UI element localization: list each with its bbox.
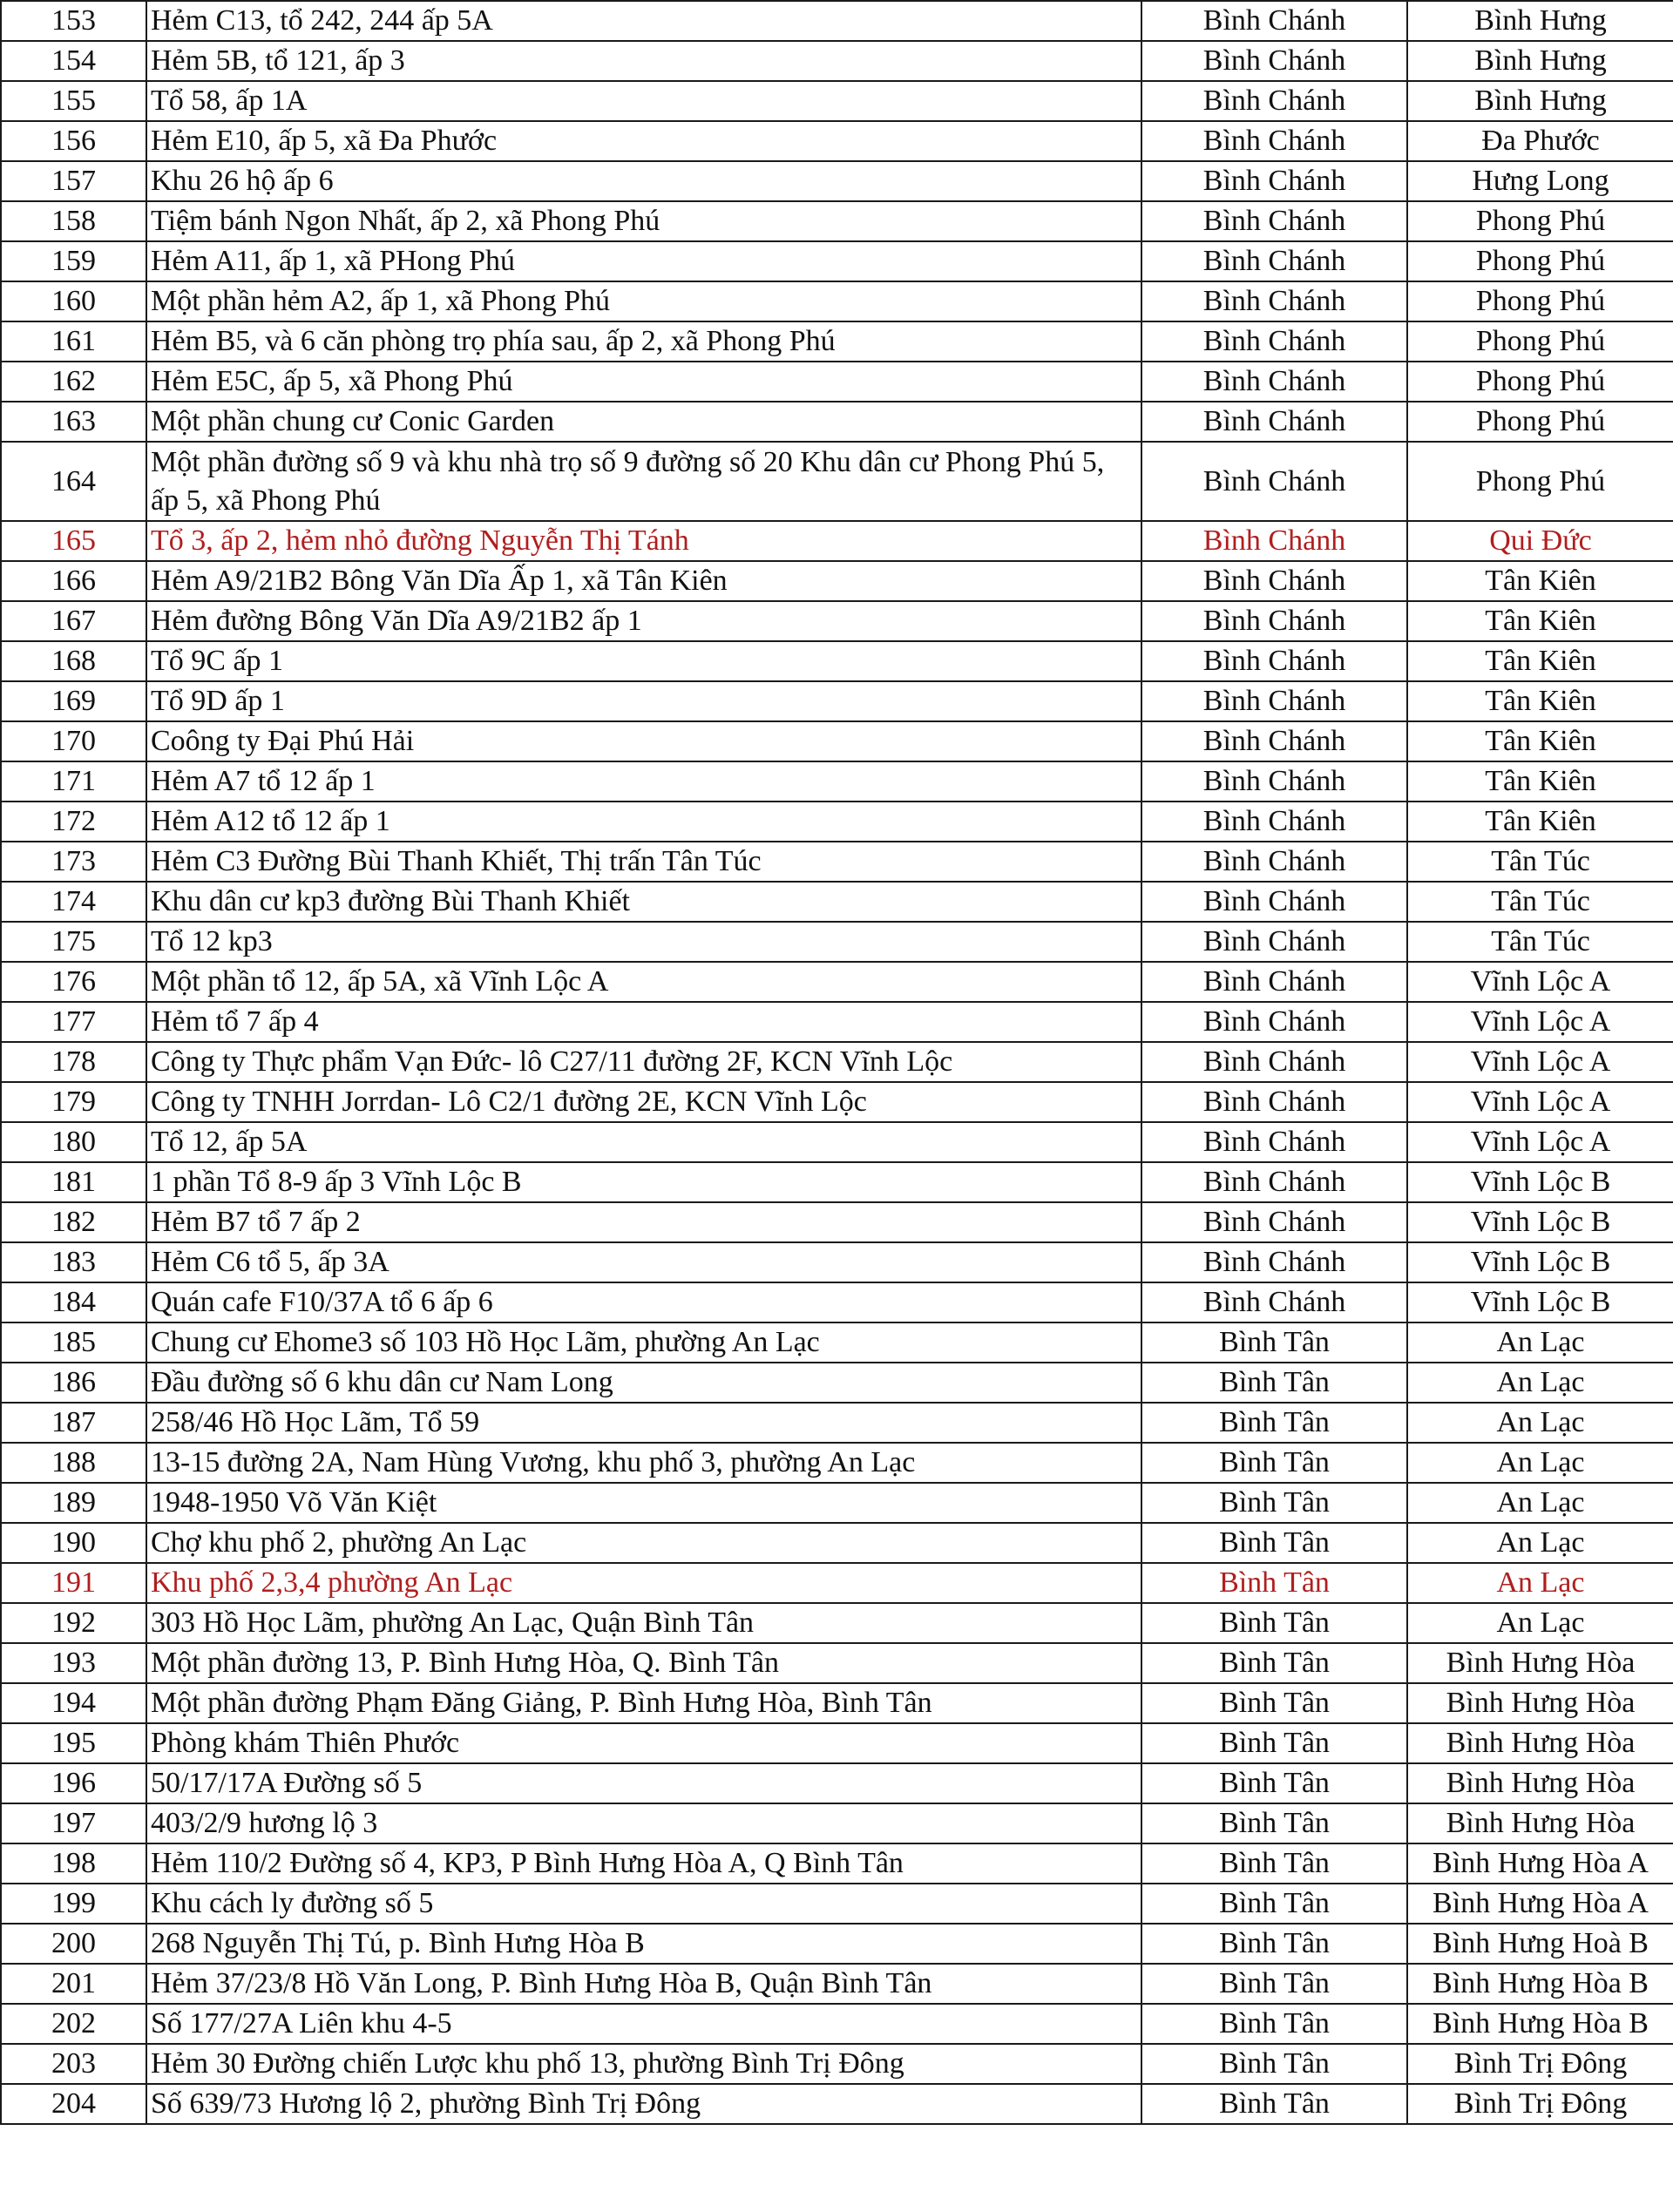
- row-number-cell: 175: [1, 922, 146, 962]
- district-cell: Bình Chánh: [1141, 402, 1407, 442]
- district-cell: Bình Chánh: [1141, 41, 1407, 81]
- ward-cell: Vĩnh Lộc B: [1407, 1202, 1673, 1242]
- row-number-cell: 164: [1, 442, 146, 521]
- row-number-cell: 165: [1, 521, 146, 561]
- address-cell: Hẻm 110/2 Đường số 4, KP3, P Bình Hưng Hòa A, Q Bình Tân: [146, 1843, 1141, 1884]
- table-row: [1, 1523, 1673, 1563]
- address-cell: Một phần tổ 12, ấp 5A, xã Vĩnh Lộc A: [146, 962, 1141, 1002]
- address-cell: Tổ 9C ấp 1: [146, 641, 1141, 681]
- row-number-cell: 158: [1, 201, 146, 241]
- row-number-cell: 195: [1, 1723, 146, 1763]
- row-number-cell: 161: [1, 321, 146, 362]
- district-cell: Bình Chánh: [1141, 1, 1407, 41]
- table-row: [1, 1763, 1673, 1803]
- ward-cell: Bình Hưng Hòa: [1407, 1643, 1673, 1683]
- row-number-cell: 183: [1, 1242, 146, 1282]
- row-number-cell: 185: [1, 1322, 146, 1363]
- district-cell: Bình Chánh: [1141, 561, 1407, 601]
- address-cell: Tổ 58, ấp 1A: [146, 81, 1141, 121]
- ward-cell: Bình Trị Đông: [1407, 2044, 1673, 2084]
- address-cell: Khu cách ly đường số 5: [146, 1884, 1141, 1924]
- address-cell: Hẻm đường Bông Văn Dĩa A9/21B2 ấp 1: [146, 601, 1141, 641]
- row-number-cell: 187: [1, 1403, 146, 1443]
- row-number-cell: 159: [1, 241, 146, 281]
- row-number-cell: 169: [1, 681, 146, 721]
- table-row: [1, 1563, 1673, 1603]
- address-cell: Một phần đường 13, P. Bình Hưng Hòa, Q. Bình Tân: [146, 1643, 1141, 1683]
- table-row: [1, 201, 1673, 241]
- address-cell: Hẻm C3 Đường Bùi Thanh Khiết, Thị trấn Tân Túc: [146, 842, 1141, 882]
- table-row: [1, 442, 1673, 521]
- address-cell: Coông ty Đại Phú Hải: [146, 721, 1141, 761]
- table-row: [1, 1964, 1673, 2004]
- district-cell: Bình Chánh: [1141, 721, 1407, 761]
- ward-cell: Tân Kiên: [1407, 601, 1673, 641]
- table-row: [1, 962, 1673, 1002]
- ward-cell: Tân Túc: [1407, 842, 1673, 882]
- address-cell: Một phần chung cư Conic Garden: [146, 402, 1141, 442]
- table-row: [1, 641, 1673, 681]
- ward-cell: An Lạc: [1407, 1403, 1673, 1443]
- row-number-cell: 200: [1, 1924, 146, 1964]
- table-row: [1, 1884, 1673, 1924]
- row-number-cell: 181: [1, 1162, 146, 1202]
- district-cell: Bình Chánh: [1141, 1162, 1407, 1202]
- ward-cell: Bình Hưng Hòa: [1407, 1723, 1673, 1763]
- table-row: [1, 1803, 1673, 1843]
- row-number-cell: 196: [1, 1763, 146, 1803]
- ward-cell: Vĩnh Lộc A: [1407, 1042, 1673, 1082]
- ward-cell: Phong Phú: [1407, 402, 1673, 442]
- table-row: [1, 761, 1673, 802]
- ward-cell: Vĩnh Lộc B: [1407, 1242, 1673, 1282]
- district-cell: Bình Tân: [1141, 1363, 1407, 1403]
- table-row: [1, 561, 1673, 601]
- district-cell: Bình Chánh: [1141, 1242, 1407, 1282]
- address-cell: Hẻm B7 tổ 7 ấp 2: [146, 1202, 1141, 1242]
- table-row: [1, 2004, 1673, 2044]
- table-row: [1, 1122, 1673, 1162]
- address-cell: Công ty Thực phẩm Vạn Đức- lô C27/11 đường 2F, KCN Vĩnh Lộc: [146, 1042, 1141, 1082]
- table-row: [1, 1643, 1673, 1683]
- row-number-cell: 153: [1, 1, 146, 41]
- row-number-cell: 166: [1, 561, 146, 601]
- ward-cell: Bình Hưng Hòa B: [1407, 2004, 1673, 2044]
- table-row: [1, 81, 1673, 121]
- ward-cell: Tân Túc: [1407, 882, 1673, 922]
- address-cell: Tiệm bánh Ngon Nhất, ấp 2, xã Phong Phú: [146, 201, 1141, 241]
- ward-cell: Tân Kiên: [1407, 561, 1673, 601]
- row-number-cell: 173: [1, 842, 146, 882]
- table-row: [1, 402, 1673, 442]
- ward-cell: An Lạc: [1407, 1603, 1673, 1643]
- district-cell: Bình Chánh: [1141, 922, 1407, 962]
- district-cell: Bình Chánh: [1141, 161, 1407, 201]
- ward-cell: Phong Phú: [1407, 201, 1673, 241]
- district-cell: Bình Chánh: [1141, 1002, 1407, 1042]
- table-row: [1, 41, 1673, 81]
- table-row: [1, 1403, 1673, 1443]
- table-row: [1, 1924, 1673, 1964]
- address-cell: 50/17/17A Đường số 5: [146, 1763, 1141, 1803]
- district-cell: Bình Tân: [1141, 1964, 1407, 2004]
- table-row: [1, 2084, 1673, 2124]
- address-cell: Hẻm 37/23/8 Hồ Văn Long, P. Bình Hưng Hòa B, Quận Bình Tân: [146, 1964, 1141, 2004]
- ward-cell: Bình Hưng Hòa A: [1407, 1843, 1673, 1884]
- table-row: [1, 161, 1673, 201]
- row-number-cell: 177: [1, 1002, 146, 1042]
- district-cell: Bình Tân: [1141, 1683, 1407, 1723]
- table-row: [1, 2044, 1673, 2084]
- district-cell: Bình Chánh: [1141, 1202, 1407, 1242]
- district-cell: Bình Tân: [1141, 1563, 1407, 1603]
- district-cell: Bình Chánh: [1141, 601, 1407, 641]
- ward-cell: Tân Kiên: [1407, 721, 1673, 761]
- address-cell: Công ty TNHH Jorrdan- Lô C2/1 đường 2E, KCN Vĩnh Lộc: [146, 1082, 1141, 1122]
- row-number-cell: 190: [1, 1523, 146, 1563]
- table-row: [1, 681, 1673, 721]
- table-row: [1, 1242, 1673, 1282]
- district-cell: Bình Chánh: [1141, 81, 1407, 121]
- row-number-cell: 157: [1, 161, 146, 201]
- ward-cell: Tân Túc: [1407, 922, 1673, 962]
- ward-cell: Bình Hưng Hòa: [1407, 1803, 1673, 1843]
- table-row: [1, 721, 1673, 761]
- ward-cell: An Lạc: [1407, 1483, 1673, 1523]
- district-cell: Bình Tân: [1141, 1322, 1407, 1363]
- district-cell: Bình Chánh: [1141, 362, 1407, 402]
- row-number-cell: 199: [1, 1884, 146, 1924]
- row-number-cell: 174: [1, 882, 146, 922]
- address-cell: Một phần đường Phạm Đăng Giảng, P. Bình Hưng Hòa, Bình Tân: [146, 1683, 1141, 1723]
- district-cell: Bình Tân: [1141, 1803, 1407, 1843]
- district-cell: Bình Chánh: [1141, 201, 1407, 241]
- address-cell: Hẻm E5C, ấp 5, xã Phong Phú: [146, 362, 1141, 402]
- ward-cell: Qui Đức: [1407, 521, 1673, 561]
- address-cell: Khu dân cư kp3 đường Bùi Thanh Khiết: [146, 882, 1141, 922]
- address-cell: 268 Nguyễn Thị Tú, p. Bình Hưng Hòa B: [146, 1924, 1141, 1964]
- district-cell: Bình Tân: [1141, 1523, 1407, 1563]
- row-number-cell: 201: [1, 1964, 146, 2004]
- ward-cell: Phong Phú: [1407, 281, 1673, 321]
- district-cell: Bình Chánh: [1141, 442, 1407, 521]
- row-number-cell: 188: [1, 1443, 146, 1483]
- address-cell: 1 phần Tổ 8-9 ấp 3 Vĩnh Lộc B: [146, 1162, 1141, 1202]
- district-cell: Bình Chánh: [1141, 1122, 1407, 1162]
- table-row: [1, 1162, 1673, 1202]
- row-number-cell: 198: [1, 1843, 146, 1884]
- ward-cell: Bình Hưng Hoà B: [1407, 1924, 1673, 1964]
- address-cell: Hẻm A9/21B2 Bông Văn Dĩa Ấp 1, xã Tân Kiên: [146, 561, 1141, 601]
- row-number-cell: 162: [1, 362, 146, 402]
- table-row: [1, 802, 1673, 842]
- address-cell: Tổ 3, ấp 2, hẻm nhỏ đường Nguyễn Thị Tánh: [146, 521, 1141, 561]
- address-cell: Hẻm B5, và 6 căn phòng trọ phía sau, ấp 2, xã Phong Phú: [146, 321, 1141, 362]
- address-cell: Chợ khu phố 2, phường An Lạc: [146, 1523, 1141, 1563]
- table-row: [1, 1042, 1673, 1082]
- table-row: [1, 362, 1673, 402]
- district-cell: Bình Chánh: [1141, 962, 1407, 1002]
- table-row: [1, 1603, 1673, 1643]
- address-cell: Hẻm A12 tổ 12 ấp 1: [146, 802, 1141, 842]
- table-row: [1, 1683, 1673, 1723]
- row-number-cell: 182: [1, 1202, 146, 1242]
- address-cell: 258/46 Hồ Học Lãm, Tổ 59: [146, 1403, 1141, 1443]
- ward-cell: Bình Hưng: [1407, 1, 1673, 41]
- table-row: [1, 922, 1673, 962]
- address-cell: Hẻm C13, tổ 242, 244 ấp 5A: [146, 1, 1141, 41]
- table-row: [1, 1843, 1673, 1884]
- ward-cell: Bình Hưng Hòa: [1407, 1763, 1673, 1803]
- district-cell: Bình Tân: [1141, 2044, 1407, 2084]
- row-number-cell: 180: [1, 1122, 146, 1162]
- ward-cell: Bình Hưng: [1407, 81, 1673, 121]
- district-cell: Bình Chánh: [1141, 1282, 1407, 1322]
- address-cell: 13-15 đường 2A, Nam Hùng Vương, khu phố 3, phường An Lạc: [146, 1443, 1141, 1483]
- ward-cell: An Lạc: [1407, 1523, 1673, 1563]
- district-cell: Bình Tân: [1141, 1723, 1407, 1763]
- row-number-cell: 194: [1, 1683, 146, 1723]
- table-row: [1, 1322, 1673, 1363]
- table-row: [1, 521, 1673, 561]
- row-number-cell: 192: [1, 1603, 146, 1643]
- row-number-cell: 197: [1, 1803, 146, 1843]
- ward-cell: Bình Hưng Hòa A: [1407, 1884, 1673, 1924]
- address-cell: Số 639/73 Hương lộ 2, phường Bình Trị Đông: [146, 2084, 1141, 2124]
- row-number-cell: 171: [1, 761, 146, 802]
- row-number-cell: 172: [1, 802, 146, 842]
- table-row: [1, 1443, 1673, 1483]
- ward-cell: Vĩnh Lộc A: [1407, 1002, 1673, 1042]
- ward-cell: Đa Phước: [1407, 121, 1673, 161]
- district-cell: Bình Chánh: [1141, 281, 1407, 321]
- ward-cell: Phong Phú: [1407, 442, 1673, 521]
- address-cell: Một phần hẻm A2, ấp 1, xã Phong Phú: [146, 281, 1141, 321]
- table-row: [1, 1363, 1673, 1403]
- ward-cell: Vĩnh Lộc A: [1407, 962, 1673, 1002]
- district-cell: Bình Chánh: [1141, 121, 1407, 161]
- district-cell: Bình Tân: [1141, 1603, 1407, 1643]
- district-cell: Bình Chánh: [1141, 641, 1407, 681]
- row-number-cell: 189: [1, 1483, 146, 1523]
- row-number-cell: 154: [1, 41, 146, 81]
- address-cell: Tổ 9D ấp 1: [146, 681, 1141, 721]
- ward-cell: Bình Hưng: [1407, 41, 1673, 81]
- row-number-cell: 176: [1, 962, 146, 1002]
- district-cell: Bình Tân: [1141, 1924, 1407, 1964]
- ward-cell: Bình Hưng Hòa B: [1407, 1964, 1673, 2004]
- row-number-cell: 168: [1, 641, 146, 681]
- district-cell: Bình Chánh: [1141, 241, 1407, 281]
- address-cell: Khu phố 2,3,4 phường An Lạc: [146, 1563, 1141, 1603]
- address-cell: Hẻm C6 tổ 5, ấp 3A: [146, 1242, 1141, 1282]
- ward-cell: An Lạc: [1407, 1563, 1673, 1603]
- table-row: [1, 321, 1673, 362]
- address-cell: 1948-1950 Võ Văn Kiệt: [146, 1483, 1141, 1523]
- address-cell: Khu 26 hộ ấp 6: [146, 161, 1141, 201]
- table-row: [1, 241, 1673, 281]
- address-cell: Đầu đường số 6 khu dân cư Nam Long: [146, 1363, 1141, 1403]
- table-row: [1, 842, 1673, 882]
- district-cell: Bình Chánh: [1141, 681, 1407, 721]
- row-number-cell: 204: [1, 2084, 146, 2124]
- ward-cell: Vĩnh Lộc B: [1407, 1162, 1673, 1202]
- address-cell: Hẻm E10, ấp 5, xã Đa Phước: [146, 121, 1141, 161]
- row-number-cell: 160: [1, 281, 146, 321]
- row-number-cell: 203: [1, 2044, 146, 2084]
- ward-cell: Phong Phú: [1407, 321, 1673, 362]
- district-cell: Bình Chánh: [1141, 761, 1407, 802]
- table-row: [1, 882, 1673, 922]
- district-cell: Bình Chánh: [1141, 521, 1407, 561]
- ward-cell: An Lạc: [1407, 1443, 1673, 1483]
- address-cell: Quán cafe F10/37A tổ 6 ấp 6: [146, 1282, 1141, 1322]
- district-cell: Bình Chánh: [1141, 321, 1407, 362]
- ward-cell: Hưng Long: [1407, 161, 1673, 201]
- ward-cell: Vĩnh Lộc B: [1407, 1282, 1673, 1322]
- district-cell: Bình Chánh: [1141, 882, 1407, 922]
- ward-cell: Bình Trị Đông: [1407, 2084, 1673, 2124]
- address-cell: 303 Hồ Học Lãm, phường An Lạc, Quận Bình Tân: [146, 1603, 1141, 1643]
- table-row: [1, 1723, 1673, 1763]
- address-cell: Chung cư Ehome3 số 103 Hồ Học Lãm, phường An Lạc: [146, 1322, 1141, 1363]
- address-cell: Hẻm 30 Đường chiến Lược khu phố 13, phường Bình Trị Đông: [146, 2044, 1141, 2084]
- table-row: [1, 281, 1673, 321]
- ward-cell: Vĩnh Lộc A: [1407, 1082, 1673, 1122]
- row-number-cell: 191: [1, 1563, 146, 1603]
- ward-cell: An Lạc: [1407, 1363, 1673, 1403]
- district-cell: Bình Chánh: [1141, 802, 1407, 842]
- district-cell: Bình Tân: [1141, 1763, 1407, 1803]
- table-row: [1, 121, 1673, 161]
- row-number-cell: 170: [1, 721, 146, 761]
- row-number-cell: 155: [1, 81, 146, 121]
- table-body: [1, 1, 1673, 2124]
- district-cell: Bình Chánh: [1141, 1082, 1407, 1122]
- table-row: [1, 1483, 1673, 1523]
- ward-cell: Tân Kiên: [1407, 641, 1673, 681]
- ward-cell: Bình Hưng Hòa: [1407, 1683, 1673, 1723]
- table-row: [1, 1002, 1673, 1042]
- address-cell: Hẻm tổ 7 ấp 4: [146, 1002, 1141, 1042]
- row-number-cell: 193: [1, 1643, 146, 1683]
- table-row: [1, 1, 1673, 41]
- ward-cell: Phong Phú: [1407, 241, 1673, 281]
- table-row: [1, 1282, 1673, 1322]
- address-cell: 403/2/9 hương lộ 3: [146, 1803, 1141, 1843]
- district-cell: Bình Tân: [1141, 2084, 1407, 2124]
- district-cell: Bình Tân: [1141, 1483, 1407, 1523]
- address-cell: Hẻm A7 tổ 12 ấp 1: [146, 761, 1141, 802]
- district-cell: Bình Tân: [1141, 1884, 1407, 1924]
- district-cell: Bình Tân: [1141, 1643, 1407, 1683]
- district-cell: Bình Tân: [1141, 1403, 1407, 1443]
- district-cell: Bình Tân: [1141, 1843, 1407, 1884]
- ward-cell: Tân Kiên: [1407, 681, 1673, 721]
- ward-cell: Phong Phú: [1407, 362, 1673, 402]
- address-cell: Tổ 12, ấp 5A: [146, 1122, 1141, 1162]
- ward-cell: An Lạc: [1407, 1322, 1673, 1363]
- address-cell: Hẻm 5B, tổ 121, ấp 3: [146, 41, 1141, 81]
- row-number-cell: 179: [1, 1082, 146, 1122]
- district-cell: Bình Tân: [1141, 2004, 1407, 2044]
- district-cell: Bình Chánh: [1141, 842, 1407, 882]
- address-cell: Phòng khám Thiên Phước: [146, 1723, 1141, 1763]
- ward-cell: Vĩnh Lộc A: [1407, 1122, 1673, 1162]
- district-cell: Bình Chánh: [1141, 1042, 1407, 1082]
- table-row: [1, 601, 1673, 641]
- table-row: [1, 1202, 1673, 1242]
- row-number-cell: 202: [1, 2004, 146, 2044]
- row-number-cell: 186: [1, 1363, 146, 1403]
- address-cell: Hẻm A11, ấp 1, xã PHong Phú: [146, 241, 1141, 281]
- row-number-cell: 163: [1, 402, 146, 442]
- row-number-cell: 156: [1, 121, 146, 161]
- ward-cell: Tân Kiên: [1407, 761, 1673, 802]
- address-cell: Một phần đường số 9 và khu nhà trọ số 9 đường số 20 Khu dân cư Phong Phú 5, ấp 5, xã Phong Phú: [146, 442, 1141, 521]
- address-cell: Tổ 12 kp3: [146, 922, 1141, 962]
- row-number-cell: 167: [1, 601, 146, 641]
- row-number-cell: 184: [1, 1282, 146, 1322]
- table-row: [1, 1082, 1673, 1122]
- district-cell: Bình Tân: [1141, 1443, 1407, 1483]
- ward-cell: Tân Kiên: [1407, 802, 1673, 842]
- row-number-cell: 178: [1, 1042, 146, 1082]
- address-cell: Số 177/27A Liên khu 4-5: [146, 2004, 1141, 2044]
